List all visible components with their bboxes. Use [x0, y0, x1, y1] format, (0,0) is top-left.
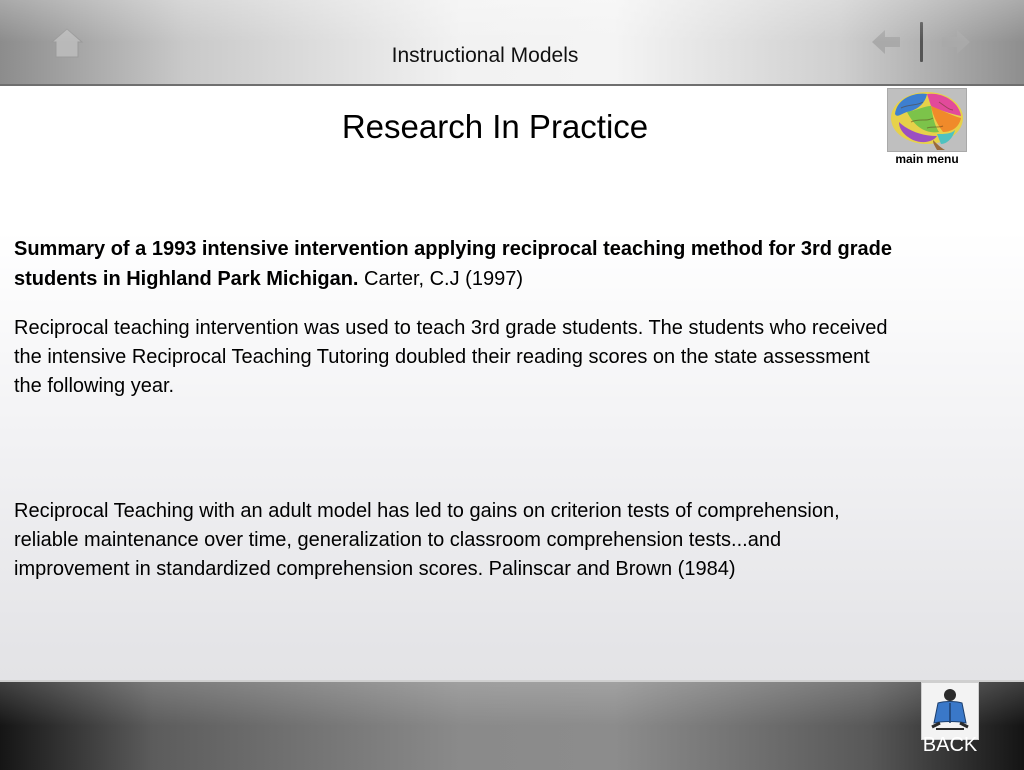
arrow-right-icon	[940, 28, 972, 56]
main-menu-label: main menu	[895, 152, 959, 166]
app-title: Instructional Models	[391, 44, 579, 67]
reader-icon	[922, 683, 978, 739]
summary-citation: Carter, C.J (1997)	[358, 268, 523, 290]
study-summary	[14, 234, 934, 294]
reader-icon-frame	[921, 682, 979, 740]
brain-icon	[887, 88, 967, 152]
back-label: BACK	[922, 734, 978, 756]
previous-page-button[interactable]	[870, 28, 902, 56]
brain-icon-frame	[887, 88, 967, 152]
arrow-left-icon	[870, 28, 902, 56]
summary-heading: Summary of a 1993 intensive intervention applying reciprocal teaching method for 3rd grade students in Highland Park Michigan.	[14, 238, 893, 290]
bottom-toolbar	[0, 680, 1024, 770]
top-toolbar	[0, 0, 1024, 86]
main-menu-button[interactable]	[886, 88, 968, 168]
nav-separator	[920, 22, 923, 62]
paragraph-intervention: Reciprocal teaching intervention was used to teach 3rd grade students. The students who received the intensive Reciprocal Teaching Tutoring doubled their reading scores on the state assessment the following year.	[14, 317, 888, 397]
back-button[interactable]	[914, 682, 986, 768]
page-title: Research In Practice	[341, 108, 649, 145]
next-page-button[interactable]	[940, 28, 972, 56]
paragraph-adult-model: Reciprocal Teaching with an adult model has led to gains on criterion tests of comprehension, reliable maintenance over time, generalization to classroom comprehension tests...and improvement in standardized comprehension scores. Palinscar and Brown (1984)	[14, 500, 840, 580]
